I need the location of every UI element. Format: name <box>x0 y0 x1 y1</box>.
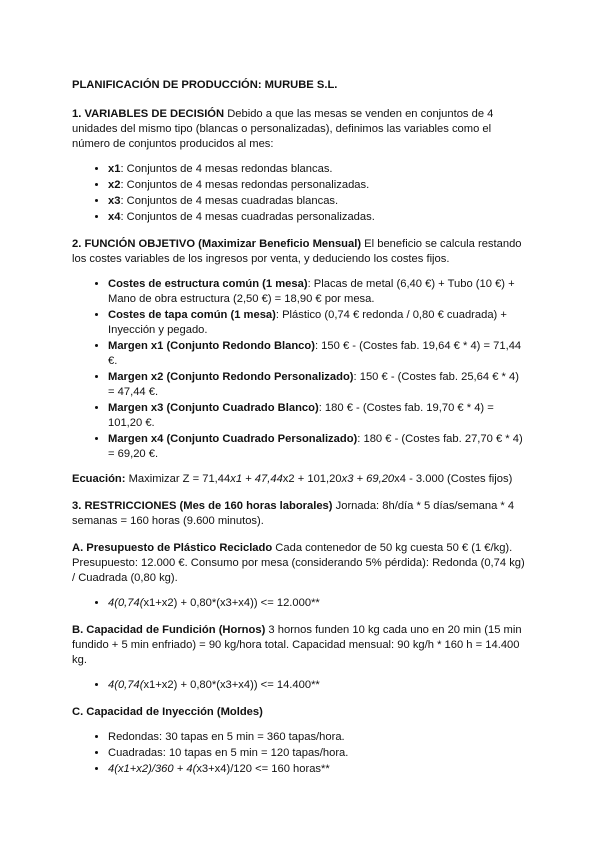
section-2-heading: 2. FUNCIÓN OBJETIVO (Maximizar Beneficio Mensual) <box>72 238 362 250</box>
item-text: : Plástico (0,74 € redonda / 0,80 € cuadrada) + Inyección y pegado. <box>108 309 507 336</box>
list-item <box>108 370 528 400</box>
list-item <box>108 308 528 338</box>
section-1-heading: 1. VARIABLES DE DECISIÓN <box>72 108 225 120</box>
restriction-a-text: Cada contenedor de 50 kg cuesta 50 € (1 €/kg). Presupuesto: 12.000 €. Consumo por mesa (considerando 5% pérdida): Redonda (0,74 kg) / Cuadrada (0,80 kg). <box>72 542 525 584</box>
equation-label: Ecuación: <box>72 473 126 485</box>
restriction-b-formula-list <box>72 678 528 693</box>
item-text: : 180 € - (Costes fab. 19,70 € * 4) = 101,20 €. <box>108 402 494 429</box>
item-label: Costes de estructura común (1 mesa) <box>108 278 308 290</box>
list-item <box>108 210 528 225</box>
section-2-intro <box>72 237 528 267</box>
document-page <box>72 78 528 787</box>
formula-text: x3+x4)/120 <= 160 horas** <box>196 763 330 775</box>
formula-text: x1+x2) + 0,80*(x3+x4)) <= 12.000** <box>143 597 320 609</box>
variable-desc: : Conjuntos de 4 mesas cuadradas blancas. <box>120 195 339 207</box>
document-title: PLANIFICACIÓN DE PRODUCCIÓN: MURUBE S.L. <box>72 79 338 91</box>
section-3-intro <box>72 499 528 529</box>
section-2-text: El beneficio se calcula restando los costes variables de los ingresos por venta, y deduciendo los costes fijos. <box>72 238 522 265</box>
costs-list <box>72 277 528 462</box>
section-1-intro <box>72 107 528 152</box>
restriction-b-text: 3 hornos funden 10 kg cada uno en 20 min (15 min fundido + 5 min enfriado) = 90 kg/hora total. Capacidad mensual: 90 kg/h * 160 h = 14.400 kg. <box>72 624 522 666</box>
restriction-b-heading: B. Capacidad de Fundición (Hornos) <box>72 624 266 636</box>
restriction-c-heading: C. Capacidad de Inyección (Moldes) <box>72 706 263 718</box>
list-item <box>108 194 528 209</box>
item-text: : 150 € - (Costes fab. 25,64 € * 4) = 47,44 €. <box>108 371 519 398</box>
formula-text: x1+x2) + 0,80*(x3+x4)) <= 14.400** <box>143 679 320 691</box>
item-label: Margen x4 (Conjunto Cuadrado Personalizado) <box>108 433 358 445</box>
equation-part: x3 + 69,20 <box>341 473 395 485</box>
objective-equation <box>72 472 528 487</box>
equation-part: x1 + 47,44 <box>230 473 283 485</box>
restriction-b <box>72 623 528 668</box>
list-item <box>108 678 528 693</box>
item-text: : 150 € - (Costes fab. 19,64 € * 4) = 71,44 €. <box>108 340 522 367</box>
item-text: : 180 € - (Costes fab. 27,70 € * 4) = 69,20 €. <box>108 433 523 460</box>
list-item: • Cuadradas: 10 tapas en 5 min = 120 tapas/hora. <box>108 746 528 761</box>
variable-name: x2 <box>108 179 121 191</box>
variable-desc: : Conjuntos de 4 mesas cuadradas personalizadas. <box>120 211 375 223</box>
formula-italic: 4(0,74( <box>108 597 144 609</box>
section-1-text: Debido a que las mesas se venden en conjuntos de 4 unidades del mismo tipo (blancas o personalizadas), definimos las variables como el número de conjuntos producidos al mes: <box>72 108 494 150</box>
list-item <box>108 178 528 193</box>
list-item <box>108 277 528 307</box>
restriction-c-list <box>72 730 528 777</box>
list-item <box>108 401 528 431</box>
item-text: : Placas de metal (6,40 €) + Tubo (10 €) + Mano de obra estructura (2,50 €) = 18,90 € por mesa. <box>108 278 515 305</box>
list-item: • Redondas: 30 tapas en 5 min = 360 tapas/hora. <box>108 730 528 745</box>
section-3-heading: 3. RESTRICCIONES (Mes de 160 horas laborales) <box>72 500 333 512</box>
list-item <box>108 432 528 462</box>
item-label: Margen x1 (Conjunto Redondo Blanco) <box>108 340 315 352</box>
list-item <box>108 339 528 369</box>
equation-part: x4 - 3.000 (Costes fijos) <box>394 473 513 485</box>
variable-desc: : Conjuntos de 4 mesas redondas blancas. <box>120 163 333 175</box>
item-label: Margen x3 (Conjunto Cuadrado Blanco) <box>108 402 319 414</box>
variable-name: x3 <box>108 195 121 207</box>
section-3-text: Jornada: 8h/día * 5 días/semana * 4 semanas = 160 horas (9.600 minutos). <box>72 500 515 527</box>
variable-name: x4 <box>108 211 121 223</box>
restriction-a-formula-list <box>72 596 528 611</box>
list-item <box>108 596 528 611</box>
formula-italic: 4(0,74( <box>108 679 144 691</box>
variable-desc: : Conjuntos de 4 mesas redondas personalizadas. <box>120 179 370 191</box>
item-label: Costes de tapa común (1 mesa) <box>108 309 276 321</box>
formula-italic: 4(x1+x2)/360 + 4( <box>108 763 197 775</box>
equation-part: x2 + 101,20 <box>282 473 342 485</box>
variable-name: x1 <box>108 163 121 175</box>
restriction-a-heading: A. Presupuesto de Plástico Reciclado <box>72 542 273 554</box>
restriction-a <box>72 541 528 586</box>
variables-list <box>72 162 528 225</box>
item-label: Margen x2 (Conjunto Redondo Personalizado) <box>108 371 354 383</box>
list-item <box>108 762 528 777</box>
list-item <box>108 162 528 177</box>
equation-part: Maximizar Z = 71,44 <box>125 473 231 485</box>
